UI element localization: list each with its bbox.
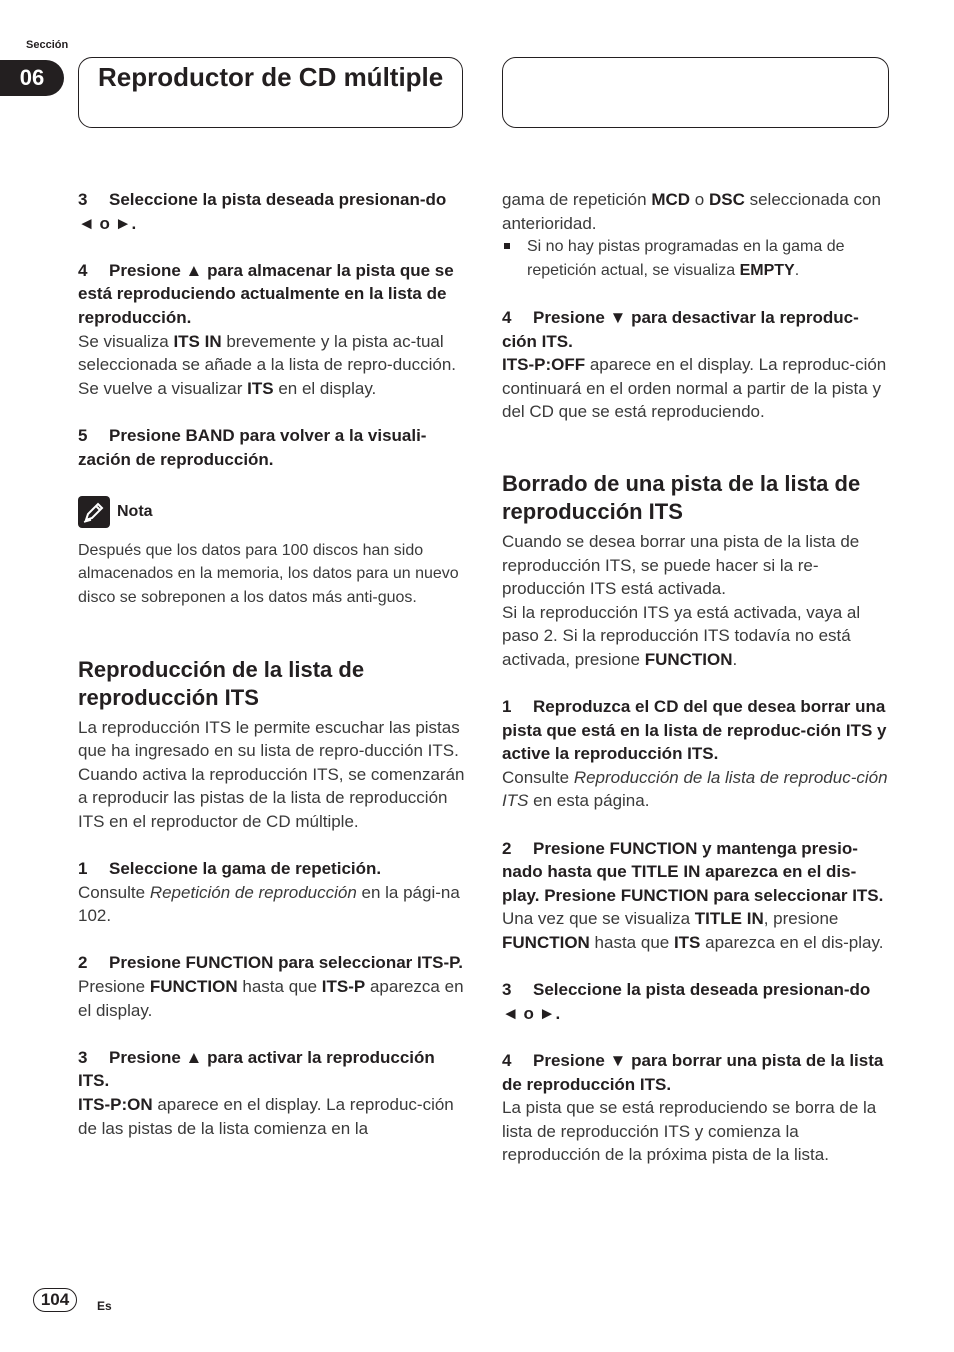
- its-step-4: 4 Presione ▼ para desactivar la reproduc-ción ITS.: [502, 307, 859, 351]
- its-step-3: 3 Presione ▲ para activar la reproducción ITS.: [78, 1047, 435, 1091]
- note-header: [78, 495, 465, 529]
- delete-step-4-body: La pista que se está reproduciendo se borra de la lista de reproducción ITS y comienza la reproducción de la próxima pista de la lista.: [502, 1098, 877, 1165]
- bullet-square-icon: [504, 243, 510, 249]
- language-code: Es: [97, 1299, 112, 1313]
- delete-step-1: 1 Reproduzca el CD del que desea borrar una pista que está en la lista de reproduc-ción ITS y active la reproducción ITS.: [502, 697, 887, 764]
- section-heading-delete-track: Borrado de una pista de la lista de reproducción ITS: [502, 470, 861, 524]
- section-heading-its-playback: Reproducción de la lista de reproducción ITS: [78, 656, 365, 710]
- note-pencil-icon: [78, 496, 110, 528]
- note-text: Después que los datos para 100 discos han sido almacenados en la memoria, los datos para un nuevo disco se sobreponen a los datos más anti-guos.: [78, 541, 459, 606]
- its-step-2: 2 Presione FUNCTION para seleccionar ITS-P.: [78, 953, 463, 973]
- delete-step-2-body: Una vez que se visualiza TITLE IN, presione FUNCTION hasta que ITS aparezca en el dis-play.: [502, 909, 884, 953]
- its-step-1-body: Consulte Repetición de reproducción en la pági-na 102.: [78, 882, 460, 926]
- its-step-4-body: ITS-P:OFF aparece en el display. La reproduc-ción continuará en el orden normal a partir de la pista y del CD que se está reproduciendo.: [502, 355, 887, 422]
- note-label: Nota: [117, 502, 153, 520]
- left-column: [78, 188, 465, 1140]
- right-column: [502, 188, 889, 1167]
- blank-header-frame: [502, 57, 889, 128]
- page-title: Reproductor de CD múltiple: [98, 62, 444, 92]
- step-5: 5 Presione BAND para volver a la visuali-zación de reproducción.: [78, 425, 427, 469]
- step-4: 4 Presione ▲ para almacenar la pista que se está reproduciendo actualmente en la lista de reproducción.: [78, 260, 454, 327]
- delete-step-4: 4 Presione ▼ para borrar una pista de la lista de reproducción ITS.: [502, 1051, 884, 1094]
- its-step-1: 1 Seleccione la gama de repetición.: [78, 859, 382, 879]
- delete-intro-2: Si la reproducción ITS ya está activada, vaya al paso 2. Si la reproducción ITS todavía no está activada, presione FUNCTION.: [502, 602, 861, 669]
- continued-text: gama de repetición MCD o DSC seleccionada con anterioridad.: [502, 190, 881, 233]
- page-number: 104: [33, 1288, 77, 1312]
- delete-step-2: 2 Presione FUNCTION y mantenga presio-nado hasta que TITLE IN aparezca en el dis-play. Presione FUNCTION para seleccionar ITS.: [502, 838, 884, 905]
- step-4-body: Se visualiza ITS IN brevemente y la pista ac-tual seleccionada se añade a la lista de repro-ducción. Se vuelve a visualizar ITS en el display.: [78, 331, 457, 398]
- its-step-2-body: Presione FUNCTION hasta que ITS-P aparezca en el display.: [78, 977, 464, 1020]
- delete-step-1-body: Consulte Reproducción de la lista de reproduc-ción ITS en esta página.: [502, 767, 888, 811]
- section-label: Sección: [26, 39, 69, 51]
- delete-intro-1: Cuando se desea borrar una pista de la lista de reproducción ITS, se puede hacer si la re-producción ITS está activada.: [502, 531, 860, 599]
- its-step-3-body: ITS-P:ON aparece en el display. La reproduc-ción de las pistas de la lista comienza en la: [78, 1095, 454, 1138]
- bullet-note: Si no hay pistas programadas en la gama de repetición actual, se visualiza EMPTY.: [502, 235, 889, 282]
- section-number-badge: 06: [0, 60, 64, 96]
- section-intro: La reproducción ITS le permite escuchar las pistas que ha ingresado en su lista de repro-ducción ITS. Cuando activa la reproducción ITS, se comenzarán a reproducir las pistas de la lista de reproducción ITS en el reproductor de CD múltiple.: [78, 717, 465, 831]
- step-3: 3 Seleccione la pista deseada presionan-do ◄ o ►.: [78, 190, 447, 233]
- delete-step-3: 3 Seleccione la pista deseada presionan-do ◄ o ►.: [502, 980, 871, 1023]
